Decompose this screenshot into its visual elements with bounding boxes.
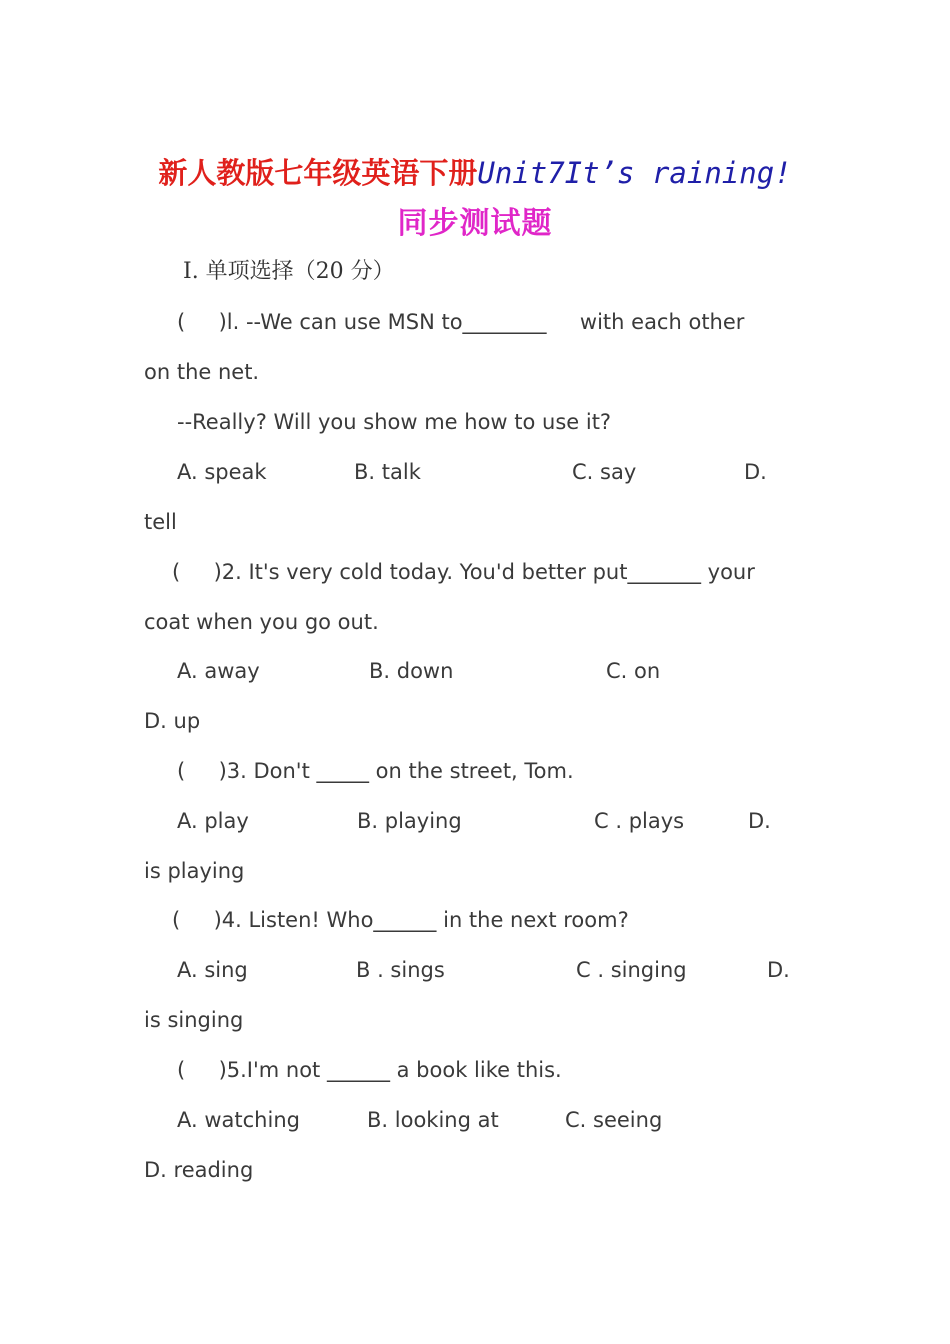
question-2-option-d: D. up [144, 709, 201, 733]
title-english: Unit7It’s raining! [477, 156, 792, 190]
title-chinese: 新人教版七年级英语下册 [158, 156, 478, 190]
question-1-option-a: A. speak [177, 460, 267, 484]
question-4-option-d: D. [767, 958, 790, 982]
question-3-option-c: C . plays [594, 809, 685, 833]
question-4-option-b: B . sings [356, 958, 445, 982]
question-3-option-d-text: is playing [144, 859, 245, 883]
document-title [0, 150, 950, 196]
question-3-option-d: D. [748, 809, 771, 833]
question-1-option-b: B. talk [354, 460, 421, 484]
question-1-stem-cont: on the net. [144, 360, 260, 384]
question-2-stem-cont: coat when you go out. [144, 610, 379, 634]
question-4-option-a: A. sing [177, 958, 248, 982]
question-5-option-c: C. seeing [565, 1108, 663, 1132]
question-4-option-c: C . singing [576, 958, 687, 982]
question-3-option-b: B. playing [357, 809, 462, 833]
document-subtitle: 同步测试题 [397, 206, 553, 241]
question-5-stem: ( )5.I'm not ______ a book like this. [177, 1058, 562, 1082]
question-2-option-a: A. away [177, 659, 260, 683]
question-5-option-b: B. looking at [367, 1108, 499, 1132]
question-4-stem: ( )4. Listen! Who______ in the next room? [172, 908, 629, 932]
section-heading: Ⅰ. 单项选择（20 分） [183, 259, 395, 284]
question-5-option-a: A. watching [177, 1108, 300, 1132]
question-1-reply: --Really? Will you show me how to use it? [177, 410, 612, 434]
question-3-stem: ( )3. Don't _____ on the street, Tom. [177, 759, 574, 783]
question-1-option-d-text: tell [144, 510, 177, 534]
question-5-option-d: D. reading [144, 1158, 254, 1182]
question-4-option-d-text: is singing [144, 1008, 244, 1032]
question-2-stem: ( )2. It's very cold today. You'd better put_______ your [172, 560, 755, 584]
question-3-option-a: A. play [177, 809, 249, 833]
question-1-option-c: C. say [572, 460, 637, 484]
question-1-stem: ( )l. --We can use MSN to________ with each other [177, 310, 745, 334]
question-2-option-c: C. on [606, 659, 661, 683]
question-1-option-d: D. [744, 460, 767, 484]
question-2-option-b: B. down [369, 659, 454, 683]
